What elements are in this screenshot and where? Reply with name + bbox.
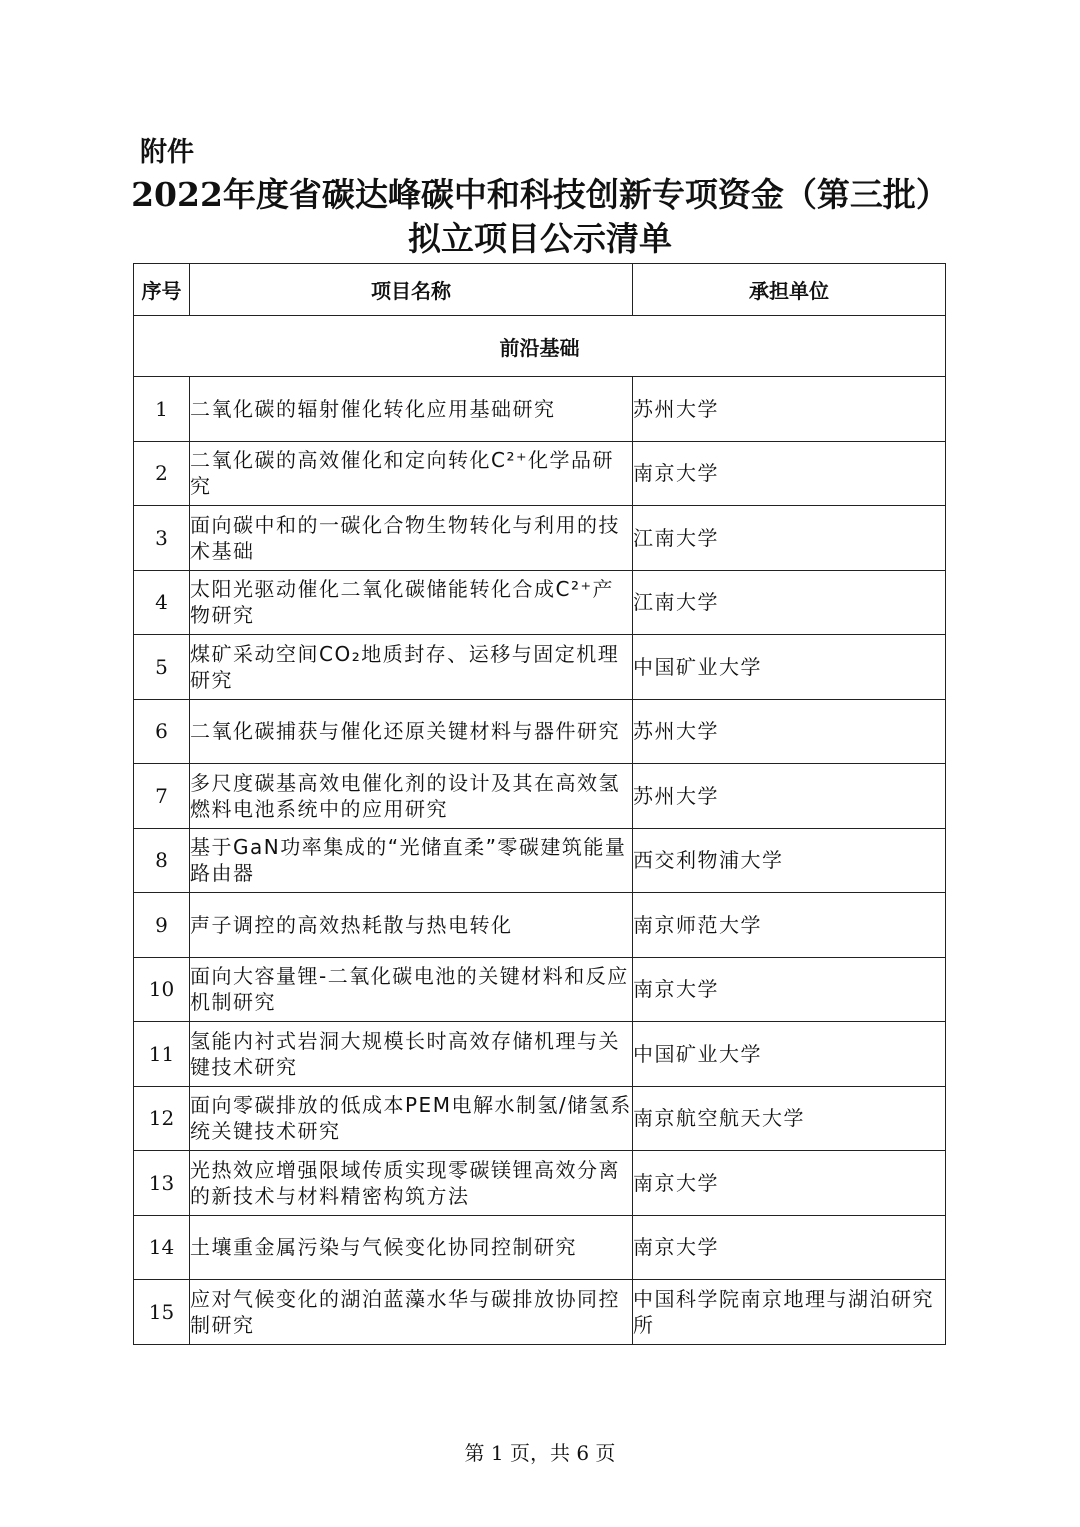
table-row <box>134 570 946 635</box>
row-unit: 南京大学 <box>633 957 946 1022</box>
row-project-name: 面向碳中和的一碳化合物生物转化与利用的技术基础 <box>190 506 633 571</box>
row-unit: 南京师范大学 <box>633 893 946 958</box>
row-unit: 中国科学院南京地理与湖泊研究所 <box>633 1280 946 1345</box>
row-project-name: 面向零碳排放的低成本PEM电解水制氢/储氢系统关键技术研究 <box>190 1086 633 1151</box>
row-index: 10 <box>134 957 190 1022</box>
row-project-name: 二氧化碳捕获与催化还原关键材料与器件研究 <box>190 699 633 764</box>
table-row <box>134 441 946 506</box>
document-title-line1: 2022年度省碳达峰碳中和科技创新专项资金（第三批） <box>131 175 949 214</box>
row-unit: 西交利物浦大学 <box>633 828 946 893</box>
row-index: 6 <box>134 699 190 764</box>
row-index: 15 <box>134 1280 190 1345</box>
table-row <box>134 957 946 1022</box>
row-project-name: 光热效应增强限域传质实现零碳镁锂高效分离的新技术与材料精密构筑方法 <box>190 1151 633 1216</box>
section-row <box>134 316 946 377</box>
section-title: 前沿基础 <box>134 316 946 377</box>
row-unit: 南京大学 <box>633 1151 946 1216</box>
row-unit: 苏州大学 <box>633 699 946 764</box>
row-unit: 南京航空航天大学 <box>633 1086 946 1151</box>
page-number: 第 1 页，共 6 页 <box>464 1441 616 1465</box>
row-project-name: 二氧化碳的辐射催化转化应用基础研究 <box>190 377 633 442</box>
row-project-name: 煤矿采动空间CO₂地质封存、运移与固定机理研究 <box>190 635 633 700</box>
row-project-name: 多尺度碳基高效电催化剂的设计及其在高效氢燃料电池系统中的应用研究 <box>190 764 633 829</box>
row-index: 14 <box>134 1215 190 1280</box>
row-project-name: 氢能内衬式岩洞大规模长时高效存储机理与关键技术研究 <box>190 1022 633 1087</box>
table-row <box>134 764 946 829</box>
row-index: 3 <box>134 506 190 571</box>
row-index: 13 <box>134 1151 190 1216</box>
table-row <box>134 699 946 764</box>
row-unit: 中国矿业大学 <box>633 635 946 700</box>
row-project-name: 面向大容量锂-二氧化碳电池的关键材料和反应机制研究 <box>190 957 633 1022</box>
row-unit: 南京大学 <box>633 441 946 506</box>
row-index: 1 <box>134 377 190 442</box>
row-index: 9 <box>134 893 190 958</box>
row-index: 12 <box>134 1086 190 1151</box>
table-row <box>134 1086 946 1151</box>
project-table <box>133 263 946 1345</box>
document-title-line2: 拟立项目公示清单 <box>408 219 672 258</box>
table-row <box>134 828 946 893</box>
row-index: 8 <box>134 828 190 893</box>
header-project-name: 项目名称 <box>190 264 633 316</box>
row-index: 7 <box>134 764 190 829</box>
row-unit: 南京大学 <box>633 1215 946 1280</box>
row-project-name: 太阳光驱动催化二氧化碳储能转化合成C²⁺产物研究 <box>190 570 633 635</box>
table-row <box>134 635 946 700</box>
row-index: 2 <box>134 441 190 506</box>
row-project-name: 声子调控的高效热耗散与热电转化 <box>190 893 633 958</box>
table-row <box>134 1151 946 1216</box>
row-unit: 中国矿业大学 <box>633 1022 946 1087</box>
row-project-name: 基于GaN功率集成的“光储直柔”零碳建筑能量路由器 <box>190 828 633 893</box>
row-project-name: 土壤重金属污染与气候变化协同控制研究 <box>190 1215 633 1280</box>
header-index: 序号 <box>134 264 190 316</box>
row-index: 5 <box>134 635 190 700</box>
row-unit: 江南大学 <box>633 570 946 635</box>
table-header-row <box>134 264 946 316</box>
table-row <box>134 1280 946 1345</box>
table-row <box>134 1022 946 1087</box>
row-index: 11 <box>134 1022 190 1087</box>
row-project-name: 二氧化碳的高效催化和定向转化C²⁺化学品研究 <box>190 441 633 506</box>
row-unit: 江南大学 <box>633 506 946 571</box>
table-row <box>134 1215 946 1280</box>
row-unit: 苏州大学 <box>633 377 946 442</box>
table-row <box>134 377 946 442</box>
attachment-label: 附件 <box>140 137 194 168</box>
table-row <box>134 893 946 958</box>
header-unit: 承担单位 <box>633 264 946 316</box>
row-unit: 苏州大学 <box>633 764 946 829</box>
row-project-name: 应对气候变化的湖泊蓝藻水华与碳排放协同控制研究 <box>190 1280 633 1345</box>
table-row <box>134 506 946 571</box>
row-index: 4 <box>134 570 190 635</box>
